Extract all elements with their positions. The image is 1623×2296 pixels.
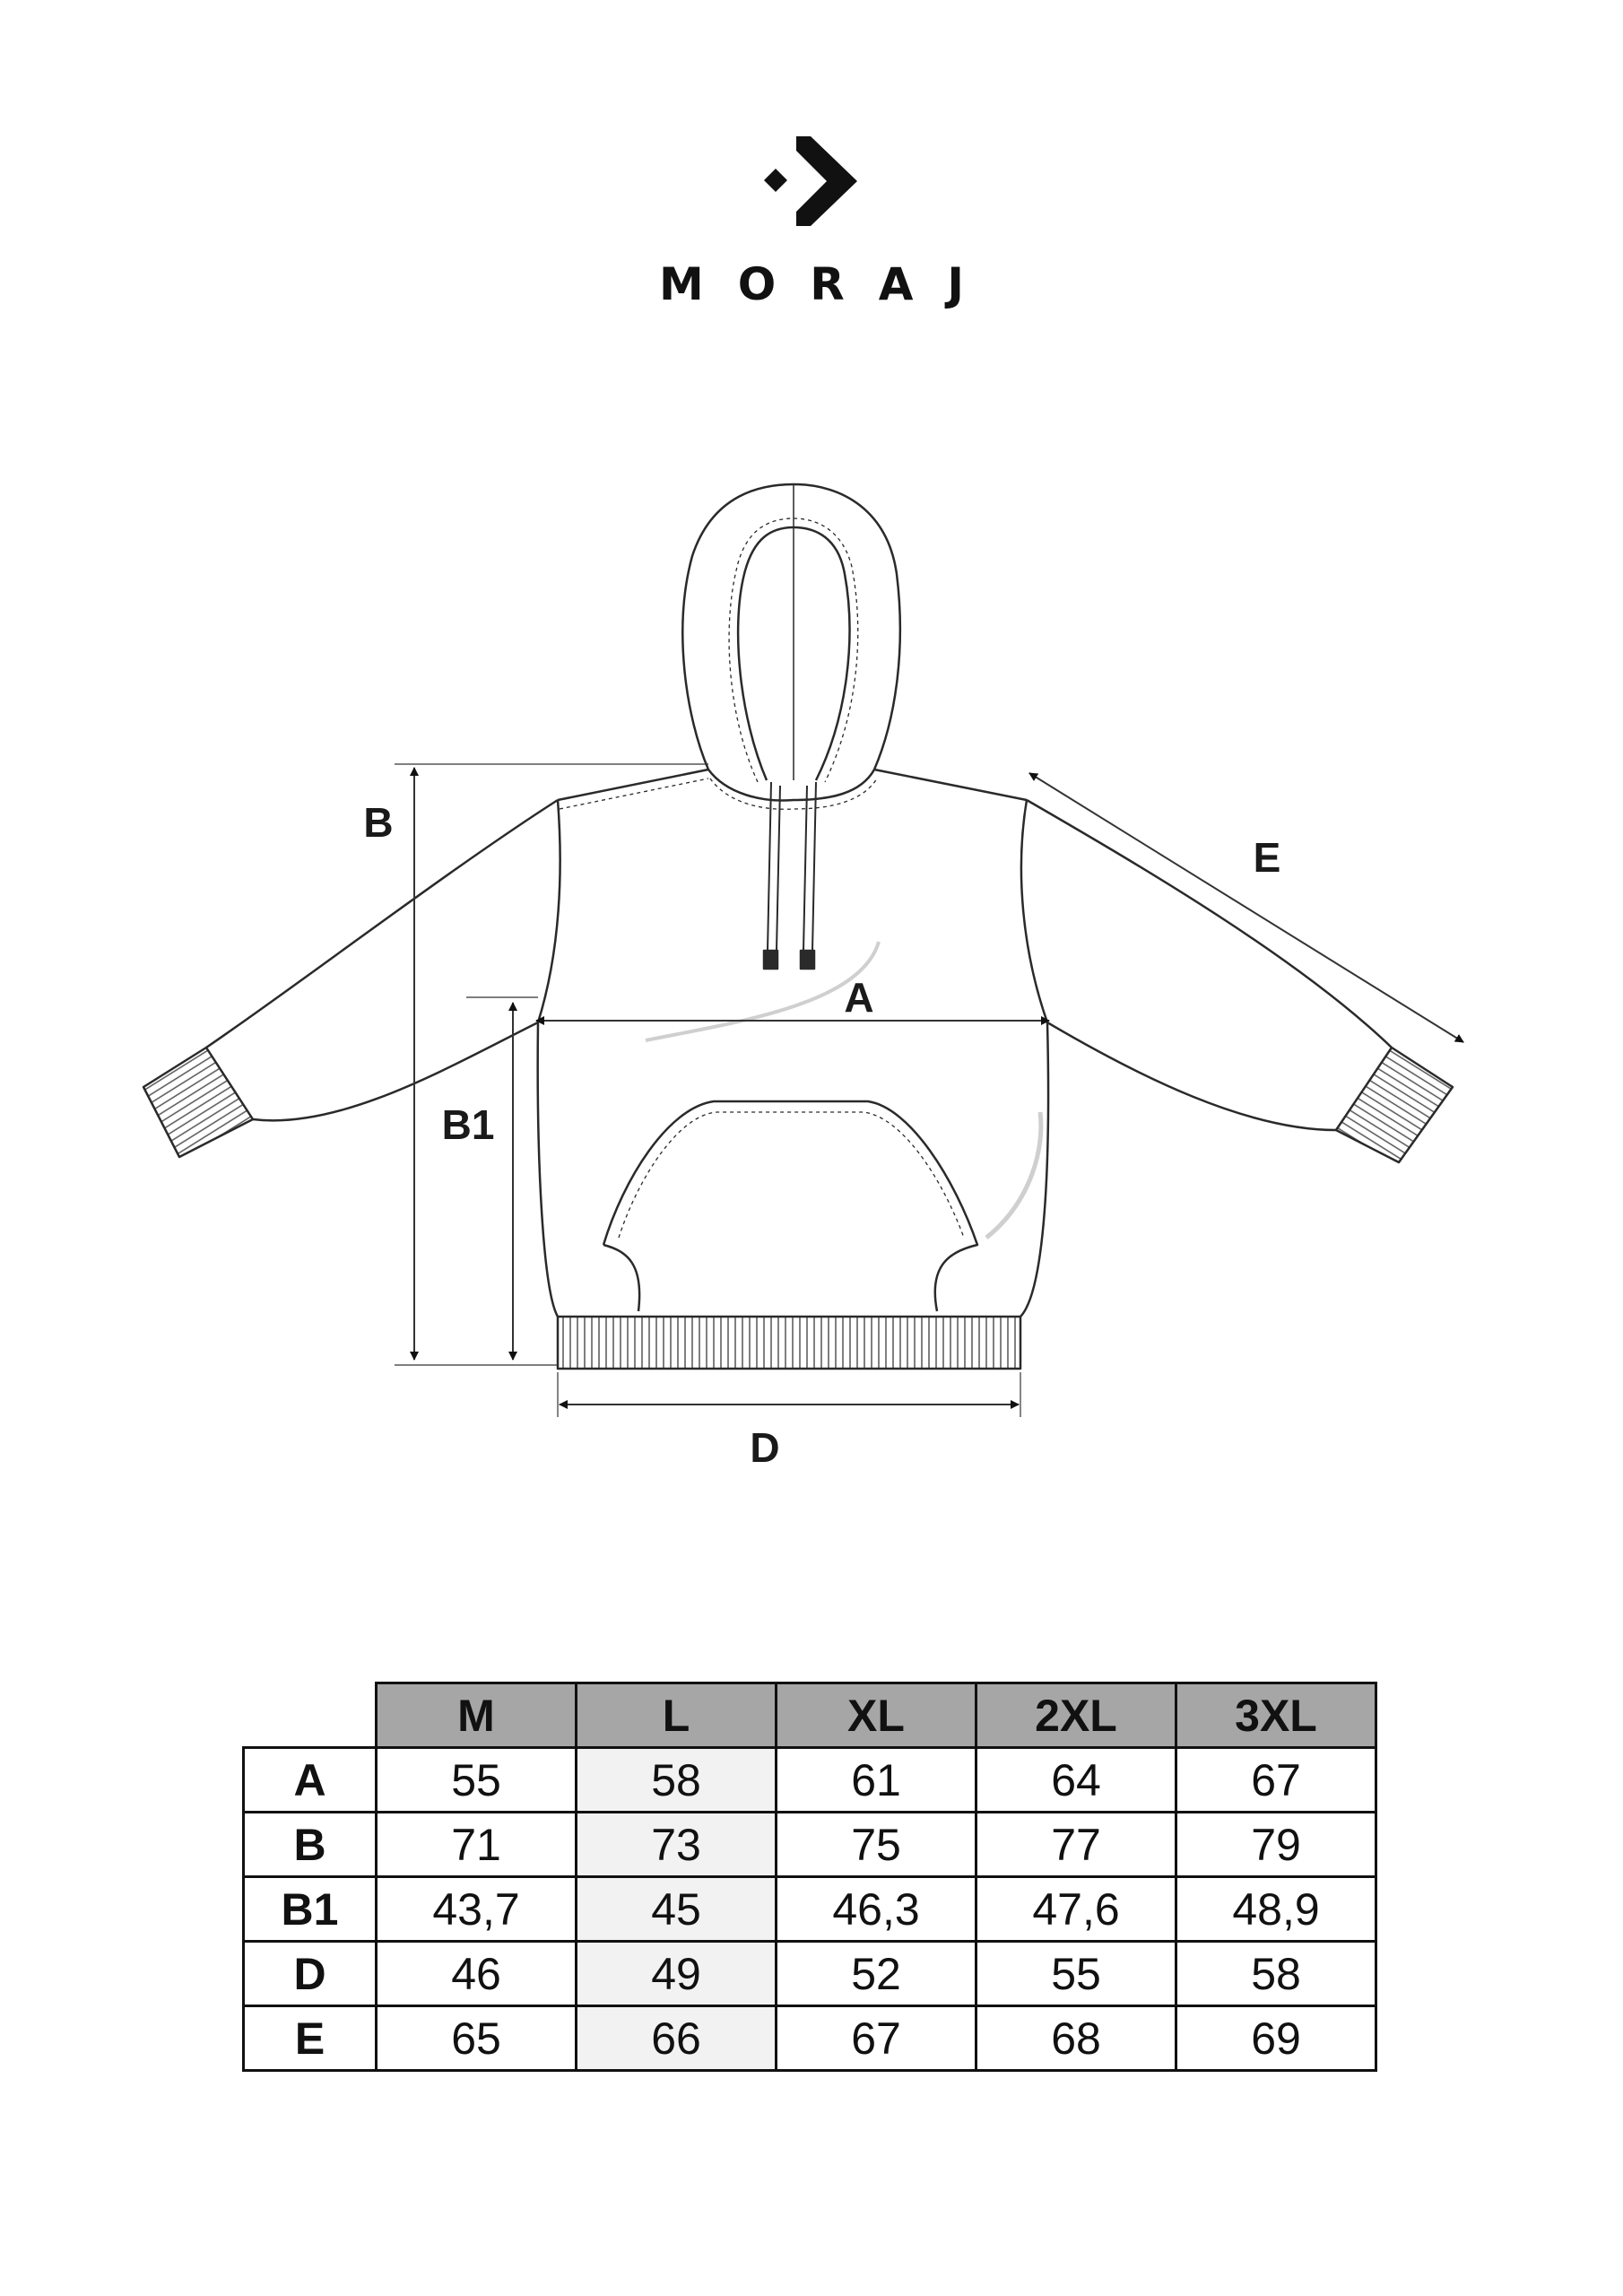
label-e: E <box>1253 834 1281 881</box>
hoodie-diagram <box>0 448 1623 1525</box>
label-b: B <box>363 799 394 846</box>
table-cell: 46,3 <box>777 1877 976 1942</box>
table-cell: 67 <box>1176 1748 1376 1813</box>
table-cell: 48,9 <box>1176 1877 1376 1942</box>
label-a: A <box>844 974 874 1021</box>
kangaroo-pocket <box>603 1101 977 1311</box>
table-row <box>244 1877 1376 1942</box>
row-label: A <box>244 1748 377 1813</box>
right-sleeve <box>1027 800 1392 1130</box>
size-col-l: L <box>577 1683 777 1748</box>
table-cell: 75 <box>777 1813 976 1877</box>
size-table <box>242 1682 1377 2072</box>
label-d: D <box>750 1424 780 1471</box>
table-cell: 52 <box>777 1942 976 2006</box>
table-cell: 69 <box>1176 2006 1376 2071</box>
body-left-side <box>538 800 560 1317</box>
row-label: E <box>244 2006 377 2071</box>
table-cell: 67 <box>777 2006 976 2071</box>
table-row <box>244 1748 1376 1813</box>
table-row <box>244 2006 1376 2071</box>
table-cell: 55 <box>377 1748 577 1813</box>
table-cell: 71 <box>377 1813 577 1877</box>
table-cell: 68 <box>976 2006 1176 2071</box>
row-label: D <box>244 1942 377 2006</box>
table-row <box>244 1813 1376 1877</box>
table-cell: 61 <box>777 1748 976 1813</box>
table-cell: 73 <box>577 1813 777 1877</box>
size-header-row <box>244 1683 1376 1748</box>
left-sleeve <box>206 800 558 1120</box>
hem-rib <box>558 1317 1020 1369</box>
table-cell: 64 <box>976 1748 1176 1813</box>
size-col-xl: XL <box>777 1683 976 1748</box>
table-cell: 58 <box>1176 1942 1376 2006</box>
right-cuff <box>1336 1048 1453 1162</box>
row-label: B1 <box>244 1877 377 1942</box>
brand-mark-icon <box>762 135 861 233</box>
table-cell: 46 <box>377 1942 577 2006</box>
body-right-side <box>1020 800 1048 1317</box>
table-corner <box>244 1683 377 1748</box>
size-col-2xl: 2XL <box>976 1683 1176 1748</box>
size-col-m: M <box>377 1683 577 1748</box>
table-cell: 66 <box>577 2006 777 2071</box>
brand-logo <box>0 135 1623 310</box>
table-cell: 65 <box>377 2006 577 2071</box>
table-cell: 45 <box>577 1877 777 1942</box>
size-col-3xl: 3XL <box>1176 1683 1376 1748</box>
left-cuff <box>143 1048 253 1157</box>
table-cell: 47,6 <box>976 1877 1176 1942</box>
table-cell: 55 <box>976 1942 1176 2006</box>
brand-name: MORAJ <box>658 258 999 310</box>
row-label: B <box>244 1813 377 1877</box>
label-b1: B1 <box>441 1101 495 1148</box>
table-cell: 79 <box>1176 1813 1376 1877</box>
table-row <box>244 1942 1376 2006</box>
table-cell: 58 <box>577 1748 777 1813</box>
table-cell: 77 <box>976 1813 1176 1877</box>
table-cell: 49 <box>577 1942 777 2006</box>
table-cell: 43,7 <box>377 1877 577 1942</box>
